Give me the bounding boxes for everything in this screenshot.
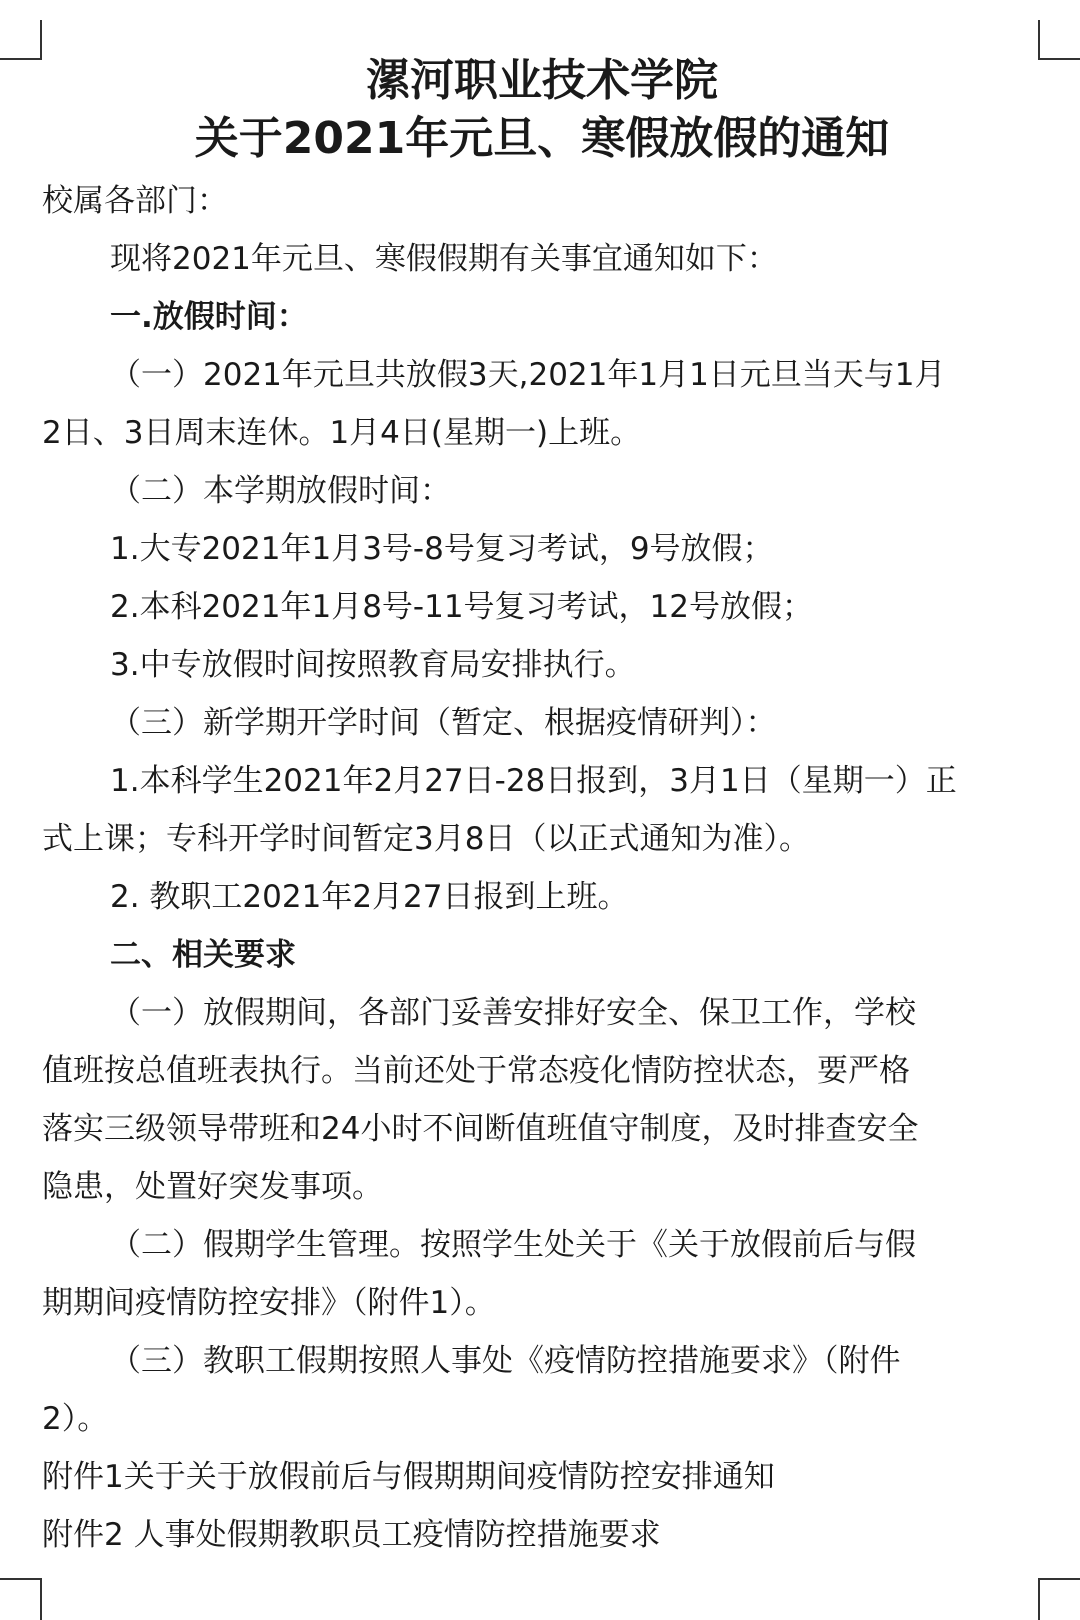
s1-item2-a: 1.大专2021年1月3号-8号复习考试，9号放假；	[110, 531, 774, 567]
salutation: 校属各部门：	[42, 183, 228, 219]
document-body	[42, 172, 1042, 1564]
s2-item3-line2: 2）。	[42, 1401, 109, 1437]
intro-paragraph: 现将2021年元旦、寒假假期有关事宜通知如下：	[110, 241, 778, 277]
s1-item3-a-line1: 1.本科学生2021年2月27日-28日报到，3月1日（星期一）正	[110, 763, 957, 799]
document-page	[42, 52, 1042, 1564]
s2-item2-line2: 期期间疫情防控安排》（附件1）。	[42, 1285, 496, 1321]
title-line-2: 关于2021年元旦、寒假放假的通知	[194, 113, 890, 164]
crop-mark-bottom-right	[1038, 1578, 1080, 1620]
title-line-1: 漯河职业技术学院	[366, 55, 718, 106]
s1-item3-a-line2: 式上课；专科开学时间暂定3月8日（以正式通知为准）。	[42, 821, 810, 857]
s1-item1-line1: （一）2021年元旦共放假3天,2021年1月1日元旦当天与1月	[110, 357, 946, 393]
s1-item3: （三）新学期开学时间（暂定、根据疫情研判）：	[110, 705, 777, 741]
attachment-2: 附件2 人事处假期教职员工疫情防控措施要求	[42, 1517, 661, 1553]
s2-item1-line2: 值班按总值班表执行。当前还处于常态疫化情防控状态，要严格	[42, 1053, 910, 1089]
s2-item3-line1: （三）教职工假期按照人事处《疫情防控措施要求》（附件	[110, 1343, 901, 1379]
attachment-1: 附件1关于关于放假前后与假期期间疫情防控安排通知	[42, 1459, 775, 1495]
crop-mark-bottom-left	[0, 1578, 42, 1620]
s2-item1-line3: 落实三级领导带班和24小时不间断值班值守制度，及时排查安全	[42, 1111, 919, 1147]
document-title	[42, 52, 1042, 168]
crop-mark-top-right	[1038, 20, 1080, 60]
s2-item2-line1: （二）假期学生管理。按照学生处关于《关于放假前后与假	[110, 1227, 916, 1263]
s1-item3-b: 2. 教职工2021年2月27日报到上班。	[110, 879, 629, 915]
section-1-heading: 一.放假时间：	[110, 299, 308, 335]
s2-item1-line4: 隐患，处置好突发事项。	[42, 1169, 383, 1205]
s1-item2-c: 3.中专放假时间按照教育局安排执行。	[110, 647, 636, 683]
s2-item1-line1: （一）放假期间，各部门妥善安排好安全、保卫工作，学校	[110, 995, 916, 1031]
s1-item1-line2: 2日、3日周末连休。1月4日(星期一)上班。	[42, 415, 642, 451]
s1-item2: （二）本学期放假时间：	[110, 473, 451, 509]
s1-item2-b: 2.本科2021年1月8号-11号复习考试，12号放假；	[110, 589, 813, 625]
section-2-heading: 二、相关要求	[110, 937, 296, 973]
crop-mark-top-left	[0, 20, 42, 60]
